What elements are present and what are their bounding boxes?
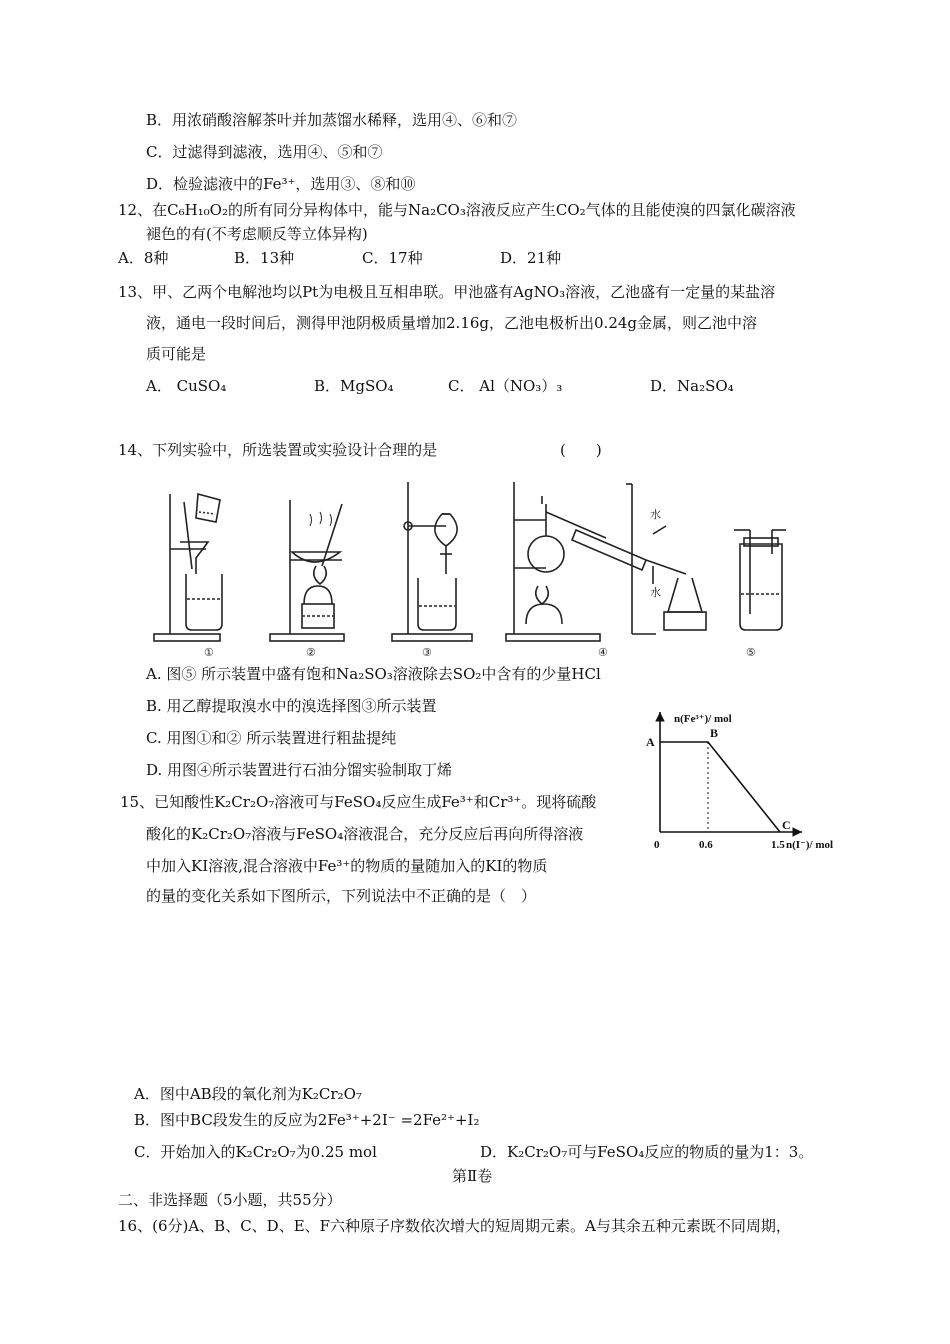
point-label-c: C	[782, 818, 791, 832]
figure-label-1: ①	[204, 647, 214, 659]
q15-stem-line3: 中加入KI溶液,混合溶液中Fe³⁺的物质的量随加入的KI的物质	[146, 857, 548, 875]
figure-label-3: ③	[422, 647, 432, 659]
q12-option-d: D．21种	[500, 249, 562, 267]
q11-option-b: B．用浓硝酸溶解茶叶并加蒸馏水稀释，选用④、⑥和⑦	[146, 111, 518, 129]
x-tick-label: 0	[654, 839, 660, 851]
figure-label-5: ⑤	[746, 647, 756, 659]
q15-stem-line4: 的量的变化关系如下图所示，下列说法中不正确的是（ ）	[146, 887, 537, 905]
x-axis-label: n(I⁻)/ mol	[786, 839, 834, 851]
q14-stem: 14、下列实验中，所选装置或实验设计合理的是	[118, 441, 438, 459]
water-out-label: 水	[650, 509, 661, 521]
q15-stem-line2: 酸化的K₂Cr₂O₇溶液与FeSO₄溶液混合，充分反应后再向所得溶液	[146, 825, 584, 843]
q13-stem-line1: 13、甲、乙两个电解池均以Pt为电极且互相串联。甲池盛有AgNO₃溶液，乙池盛有一定量的某盐溶	[118, 283, 776, 301]
q13-option-a: A． CuSO₄	[146, 377, 227, 395]
q12-option-c: C．17种	[362, 249, 423, 267]
q15-option-b: B．图中BC段发生的反应为2Fe³⁺+2I⁻ =2Fe²⁺+I₂	[134, 1111, 480, 1129]
q13-option-b: B．MgSO₄	[314, 377, 394, 395]
q15-option-c: C．开始加入的K₂Cr₂O₇为0.25 mol	[134, 1143, 377, 1161]
q12-option-b: B．13种	[234, 249, 295, 267]
q14-answer-paren: ( )	[560, 441, 602, 459]
apparatus-2-evaporation	[270, 500, 344, 641]
q13-stem-line2: 液，通电一段时间后，测得甲池阴极质量增加2.16g，乙池电极析出0.24g金属，则乙池中溶	[146, 314, 758, 332]
figure-label-4: ④	[598, 647, 608, 659]
x-tick-label: 1.5	[771, 839, 785, 851]
q13-stem-line3: 质可能是	[146, 345, 207, 363]
water-in-label: 水	[650, 587, 661, 599]
q11-option-d: D．检验滤液中的Fe³⁺，选用③、⑧和⑩	[146, 175, 416, 193]
apparatus-5-gas-wash	[734, 530, 786, 630]
q14-option-d: D. 用图④所示装置进行石油分馏实验制取丁烯	[146, 761, 453, 779]
q15-option-a: A．图中AB段的氧化剂为K₂Cr₂O₇	[134, 1085, 362, 1103]
section-heading: 二、非选择题（5小题，共55分）	[118, 1191, 342, 1209]
q15-option-d: D．K₂Cr₂O₇可与FeSO₄反应的物质的量为1：3。	[480, 1143, 814, 1161]
q15-stem-line1: 15、已知酸性K₂Cr₂O₇溶液可与FeSO₄反应生成Fe³⁺和Cr³⁺。现将硫酸	[120, 793, 597, 811]
x-tick-label: 0.6	[699, 839, 713, 851]
q14-option-b: B. 用乙醇提取溴水中的溴选择图③所示装置	[146, 697, 437, 715]
q14-option-c: C. 用图①和② 所示装置进行粗盐提纯	[146, 729, 397, 747]
apparatus-3-separation	[392, 482, 472, 641]
q13-option-d: D．Na₂SO₄	[650, 377, 734, 395]
q12-stem-line2: 褪色的有(不考虑顺反等立体异构)	[146, 225, 368, 243]
y-axis-label: n(Fe³⁺)/ mol	[674, 713, 732, 725]
apparatus-4-distillation	[506, 482, 706, 641]
q12-stem-line1: 12、在C₆H₁₀O₂的所有同分异构体中，能与Na₂CO₃溶液反应产生CO₂气体的且能使溴的四氯化碳溶液	[118, 201, 796, 219]
q13-option-c: C． Al（NO₃）₃	[448, 377, 563, 395]
q12-option-a: A．8种	[118, 249, 169, 267]
fe3-series-line	[660, 742, 780, 832]
q16-stem: 16、(6分)A、B、C、D、E、F六种原子序数依次增大的短周期元素。A与其余五种元素既不同周期，	[118, 1217, 791, 1235]
q14-option-a: A. 图⑤ 所示装置中盛有饱和Na₂SO₃溶液除去SO₂中含有的少量HCl	[146, 665, 601, 683]
section-title: 第Ⅱ卷	[452, 1167, 493, 1185]
apparatus-figure	[146, 474, 786, 660]
apparatus-1-filtration	[154, 494, 222, 641]
q11-option-c: C．过滤得到滤液，选用④、⑤和⑦	[146, 143, 383, 161]
fe3-iodide-chart	[640, 700, 860, 860]
point-label-a: A	[646, 735, 655, 749]
figure-label-2: ②	[306, 647, 316, 659]
point-label-b: B	[710, 726, 719, 740]
